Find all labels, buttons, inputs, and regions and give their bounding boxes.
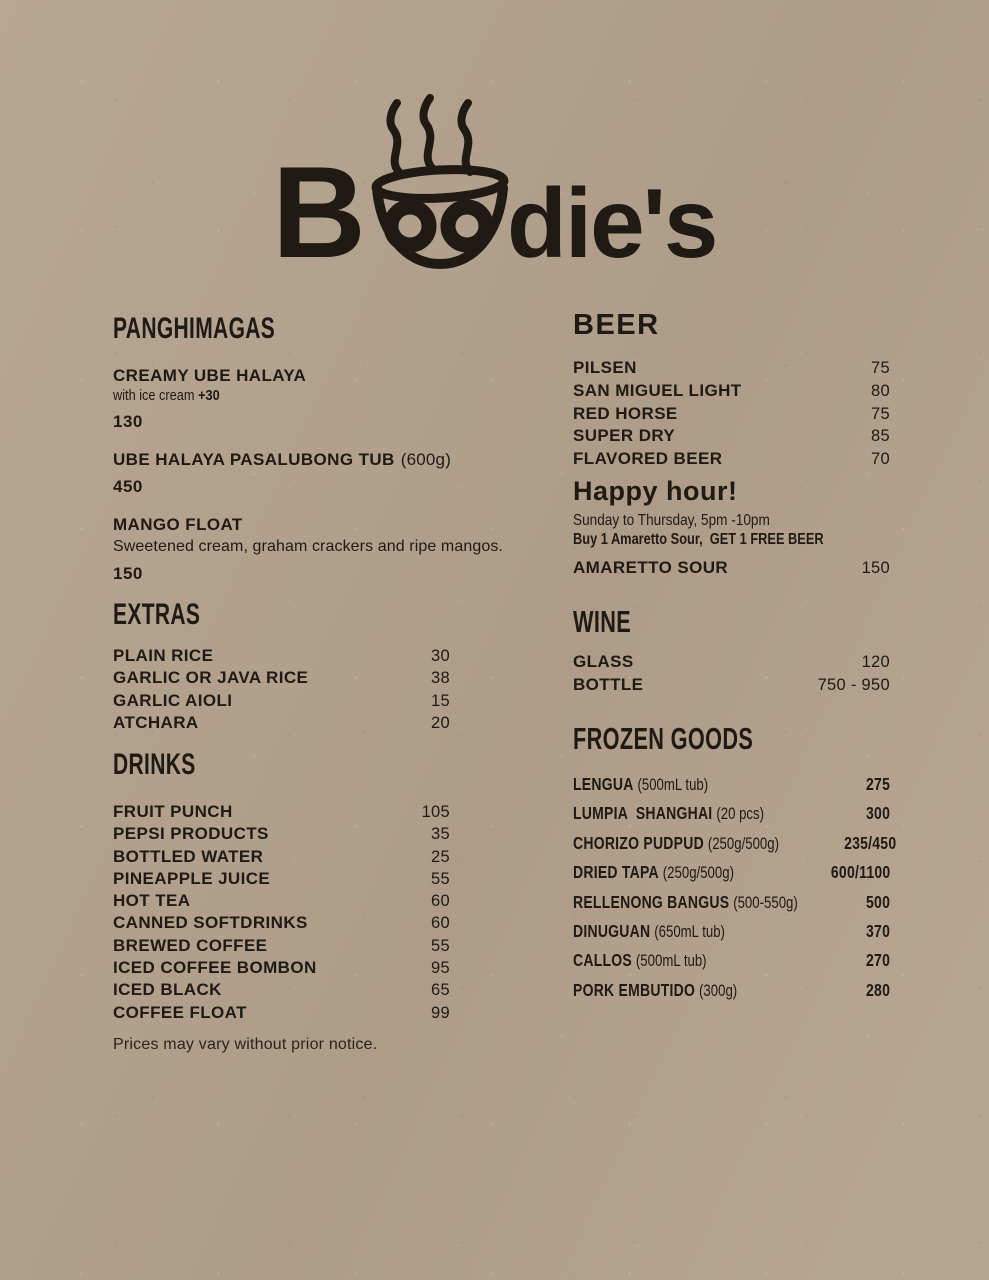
menu-item-row (573, 917, 890, 946)
item-name: LUMPIA SHANGHAI (20 pcs) (573, 803, 765, 824)
item-qualifier: (250g/500g) (707, 834, 780, 853)
section-heading-extras: EXTRAS (113, 598, 201, 631)
item-name: PILSEN (573, 358, 637, 377)
steam-icon (390, 98, 470, 172)
menu-item-row (113, 935, 450, 957)
section-heading-happy-hour: Happy hour! (573, 476, 738, 506)
item-price: 75 (871, 359, 890, 377)
item-price: 70 (871, 450, 890, 469)
item-name: PLAIN RICE (113, 646, 214, 665)
item-name: UBE HALAYA PASALUBONG TUB (600g) (113, 450, 452, 469)
item-name: BREWED COFFEE (113, 935, 268, 955)
item-price: 500 (865, 891, 890, 912)
brand-logo (272, 96, 734, 285)
item-name: CALLOS (500mL tub) (573, 950, 707, 971)
menu-item-row (573, 403, 890, 426)
item-qualifier: (250g/500g) (662, 864, 734, 883)
menu-item-row (573, 674, 890, 697)
item-price: 450 (113, 477, 143, 496)
menu-item-row (113, 823, 450, 845)
item-price: 750 - 950 (817, 675, 890, 694)
frozen-goods-list (573, 770, 896, 1005)
menu-item-row (113, 1002, 450, 1024)
item-name: GLASS (573, 652, 634, 671)
item-qualifier: (300g) (699, 981, 738, 1000)
happy-hour-promo: Buy 1 Amaretto Sour, GET 1 FREE BEER (573, 531, 824, 548)
item-price: 75 (871, 404, 890, 423)
brand-letter-b: B (272, 139, 366, 285)
menu-item-row (573, 976, 890, 1005)
item-name: BOTTLED WATER (113, 846, 264, 866)
menu-item-row (573, 858, 890, 887)
menu-item-row (573, 829, 896, 858)
item-name: DRIED TAPA (250g/500g) (573, 862, 734, 883)
menu-item-row (113, 957, 450, 979)
item-name: LENGUA (500mL tub) (573, 774, 709, 794)
item-name: CANNED SOFTDRINKS (113, 913, 308, 933)
drinks-list (113, 801, 450, 1024)
item-price: 280 (865, 979, 890, 1000)
item-name: CREAMY UBE HALAYA (113, 366, 307, 385)
menu-item-row (113, 690, 450, 712)
panghimagas-list (113, 365, 503, 584)
item-price: 99 (431, 1003, 450, 1022)
menu-item-row (113, 801, 450, 823)
item-qualifier: (500mL tub) (637, 776, 709, 794)
item-price: 235/450 (843, 832, 896, 853)
item-qualifier: (600g) (400, 450, 452, 469)
section-beer (573, 309, 890, 471)
menu-item-row (573, 651, 890, 674)
menu-item-row (113, 667, 450, 689)
item-name: FRUIT PUNCH (113, 802, 233, 821)
item-price: 20 (431, 714, 450, 733)
menu-item-row (113, 912, 450, 934)
item-name: GARLIC AIOLI (113, 690, 233, 710)
item-price: 130 (113, 412, 143, 431)
menu-item-row (113, 645, 450, 667)
menu-item-row (573, 448, 890, 471)
item-name: SUPER DRY (573, 426, 676, 446)
item-name: COFFEE FLOAT (113, 1002, 247, 1022)
menu-item-row (113, 979, 450, 1001)
item-price: 600/1100 (830, 862, 890, 883)
menu-item-row (113, 890, 450, 912)
wine-list (573, 651, 890, 696)
section-panghimagas (113, 312, 503, 601)
item-price: 15 (431, 691, 450, 710)
menu-item (113, 365, 450, 432)
item-price: 275 (865, 774, 890, 794)
menu-item-row (573, 557, 890, 579)
item-name: RED HORSE (573, 403, 678, 423)
item-price: 150 (113, 564, 143, 583)
item-name: CHORIZO PUDPUD (250g/500g) (573, 832, 780, 853)
item-price: 120 (861, 653, 890, 671)
menu-item-row (573, 946, 890, 975)
item-price: 30 (431, 647, 450, 665)
menu-item (113, 449, 450, 497)
item-price: 95 (431, 959, 450, 978)
section-heading-wine: WINE (573, 604, 632, 639)
section-happy-hour (573, 476, 890, 579)
beer-list (573, 357, 890, 471)
section-drinks (113, 748, 450, 1024)
menu-item-row (113, 846, 450, 868)
item-description: Sweetened cream, graham crackers and ripe mangos. (113, 538, 503, 555)
menu-item-row (573, 357, 890, 380)
item-name: PORK EMBUTIDO (300g) (573, 979, 738, 1000)
item-price: 60 (431, 892, 450, 911)
bowl-icon (375, 167, 504, 264)
section-wine (573, 604, 890, 696)
item-name: ICED COFFEE BOMBON (113, 958, 317, 978)
section-heading-drinks: DRINKS (113, 748, 196, 781)
item-name: PEPSI PRODUCTS (113, 824, 269, 844)
item-price: 300 (865, 803, 890, 824)
brand-word-dies: die's (507, 168, 717, 278)
menu-item-row (113, 868, 450, 890)
item-price: 65 (431, 981, 450, 1000)
menu-item-row (113, 712, 450, 734)
item-name: PINEAPPLE JUICE (113, 868, 271, 888)
item-price: 60 (431, 914, 450, 933)
item-name: FLAVORED BEER (573, 449, 723, 469)
section-heading-frozen-goods: FROZEN GOODS (573, 721, 754, 756)
item-qualifier: (500mL tub) (635, 952, 707, 971)
item-name: GARLIC OR JAVA RICE (113, 668, 309, 688)
menu-item-row (573, 380, 890, 403)
item-price: 270 (865, 950, 890, 971)
item-name: AMARETTO SOUR (573, 558, 729, 577)
item-name: ATCHARA (113, 713, 199, 733)
price-disclaimer: Prices may vary without prior notice. (113, 1036, 378, 1053)
menu-item-row (573, 799, 890, 828)
item-price: 80 (871, 381, 890, 400)
item-name: HOT TEA (113, 891, 191, 911)
item-qualifier: (500-550g) (733, 893, 798, 912)
item-price: 55 (431, 869, 450, 888)
item-name: SAN MIGUEL LIGHT (573, 380, 742, 400)
item-price: 85 (871, 427, 890, 446)
item-qualifier: (20 pcs) (716, 805, 765, 824)
section-frozen-goods (573, 721, 896, 1005)
item-price: 370 (865, 921, 890, 942)
item-name: BOTTLE (573, 674, 644, 694)
item-note: with ice cream +30 (113, 387, 220, 404)
steaming-bowl-logo (272, 96, 734, 285)
section-heading-beer: BEER (573, 309, 660, 341)
item-price: 38 (431, 669, 450, 688)
item-price: 35 (431, 825, 450, 844)
menu-item-row (573, 888, 890, 917)
menu-item-row (573, 425, 890, 448)
extras-list (113, 645, 450, 735)
happy-hour-schedule: Sunday to Thursday, 5pm -10pm (573, 512, 770, 529)
item-price: 150 (861, 559, 890, 577)
menu-item-row (573, 770, 890, 799)
section-extras (113, 598, 450, 735)
section-heading-panghimagas: PANGHIMAGAS (113, 312, 276, 345)
item-price: 25 (431, 847, 450, 866)
item-qualifier: (650mL tub) (654, 923, 725, 942)
item-name: ICED BLACK (113, 980, 222, 1000)
item-name: RELLENONG BANGUS (500-550g) (573, 891, 798, 912)
item-price: 105 (421, 803, 450, 821)
item-name: DINUGUAN (650mL tub) (573, 921, 725, 942)
item-name: MANGO FLOAT (113, 515, 243, 534)
item-price: 55 (431, 936, 450, 955)
menu-item (113, 514, 503, 584)
